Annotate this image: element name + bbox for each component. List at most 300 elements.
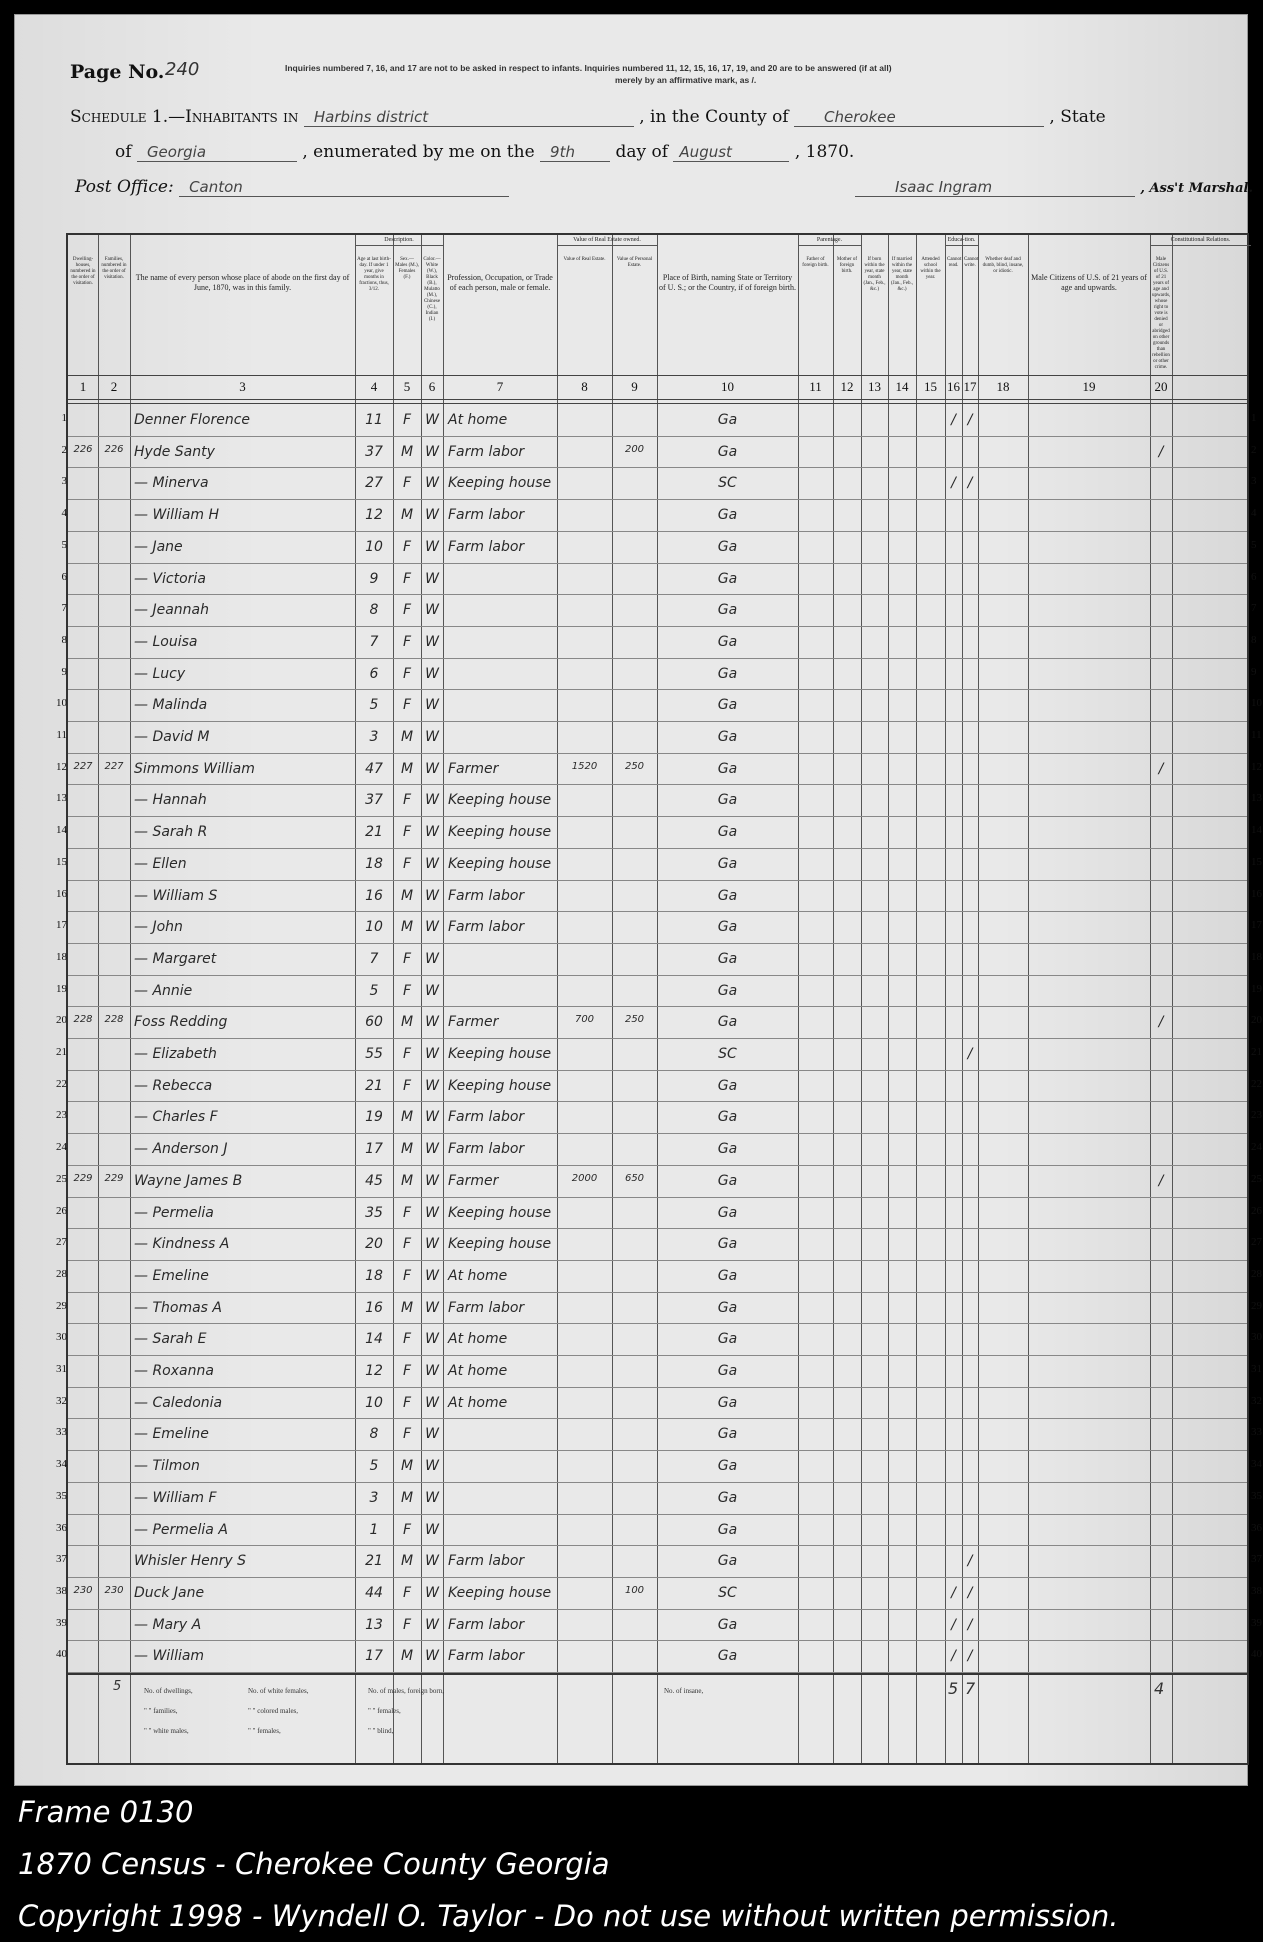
cell-name: Whisler Henry S xyxy=(134,1553,246,1570)
cell-color: W xyxy=(425,1204,439,1221)
column-number-19: 19 xyxy=(1082,379,1096,394)
females-foreign-label: " " females, xyxy=(368,1707,401,1715)
cell-birth: Ga xyxy=(717,1363,738,1379)
table-row xyxy=(68,976,1247,1008)
row-number-left: 11 xyxy=(56,729,67,741)
colored-males-label: " " colored males, xyxy=(248,1707,299,1715)
cell-color: W xyxy=(425,982,439,999)
row-number-left: 40 xyxy=(56,1648,67,1661)
table-row xyxy=(68,1071,1247,1103)
row-number-right: 1 xyxy=(1251,412,1257,424)
cell-name: — Margaret xyxy=(134,950,217,967)
row-number-right: 35 xyxy=(1251,1489,1262,1502)
cell-pers: 200 xyxy=(624,443,645,455)
cell-color: W xyxy=(425,1363,439,1379)
cell-color: W xyxy=(425,1267,439,1284)
table-row xyxy=(68,881,1247,913)
cell-color: W xyxy=(425,855,439,872)
table-row xyxy=(68,1388,1247,1420)
row-number-left: 29 xyxy=(56,1299,67,1312)
cannot-read-total: 5 xyxy=(948,1679,959,1698)
cell-age: 10 xyxy=(365,919,383,936)
cell-color: W xyxy=(425,1077,439,1094)
row-number-right: 36 xyxy=(1251,1521,1262,1534)
cell-color: W xyxy=(425,602,439,619)
county-label: , in the County of xyxy=(639,107,789,127)
cell-birth: Ga xyxy=(717,1331,738,1348)
cell-age: 17 xyxy=(365,1141,383,1158)
cell-color: W xyxy=(425,1141,439,1158)
cell-occ: Keeping house xyxy=(448,475,552,492)
row-number-left: 37 xyxy=(56,1553,67,1566)
cell-occ: Keeping house xyxy=(448,1077,552,1094)
row-number-left: 33 xyxy=(56,1426,67,1439)
table-row xyxy=(68,532,1247,564)
row-number-right: 40 xyxy=(1251,1648,1262,1661)
marshal-signature: Isaac Ingram xyxy=(855,178,1135,197)
cell-age: 10 xyxy=(365,1394,383,1411)
image-caption xyxy=(18,1786,1119,1942)
cell-sex: F xyxy=(402,602,412,619)
cell-color: W xyxy=(425,443,439,460)
column-header-9: Value of Personal Estate. xyxy=(616,257,653,268)
cell-sex: F xyxy=(402,1204,412,1221)
row-number-left: 23 xyxy=(56,1109,67,1122)
constitutional-group: Constitutional Relations. xyxy=(1150,235,1251,246)
row-number-left: 35 xyxy=(56,1489,67,1502)
cell-color: W xyxy=(425,1553,439,1570)
table-row xyxy=(68,1198,1247,1230)
cell-birth: Ga xyxy=(717,824,738,841)
cell-color: W xyxy=(425,1616,439,1633)
cell-color: W xyxy=(425,1331,439,1348)
cell-age: 37 xyxy=(365,792,383,809)
column-number-14: 14 xyxy=(895,379,909,394)
cell-name: — Minerva xyxy=(134,475,209,492)
cell-dwell: 230 xyxy=(73,1584,93,1596)
cell-occ: At home xyxy=(448,1363,508,1379)
row-number-right: 30 xyxy=(1251,1331,1262,1344)
row-number-left: 7 xyxy=(61,602,67,615)
column-number-10: 10 xyxy=(721,379,734,394)
row-number-right: 26 xyxy=(1251,1204,1262,1217)
cell-name: — Tilmon xyxy=(134,1458,200,1475)
table-row xyxy=(68,1293,1247,1325)
row-number-left: 19 xyxy=(56,982,67,995)
cell-color: W xyxy=(425,1426,439,1443)
cell-age: 13 xyxy=(365,1616,383,1633)
table-row xyxy=(68,1166,1247,1198)
cell-name: — Malinda xyxy=(134,697,208,714)
cell-name: — Jane xyxy=(134,538,183,555)
header-rule xyxy=(68,399,1247,400)
cell-birth: Ga xyxy=(717,1458,738,1475)
cell-color: W xyxy=(425,475,439,492)
cell-pers: 250 xyxy=(624,760,645,772)
cell-fam: 227 xyxy=(104,760,124,772)
cell-occ: Farm labor xyxy=(448,507,525,524)
table-row xyxy=(68,1007,1247,1039)
cell-occ: Keeping house xyxy=(448,824,552,841)
cell-name: — Charles F xyxy=(134,1109,218,1126)
cell-write: / xyxy=(967,1584,973,1601)
census-table xyxy=(66,233,1249,1765)
row-number-right: 38 xyxy=(1251,1584,1262,1597)
column-number-8: 8 xyxy=(581,379,588,394)
cell-name: — Emeline xyxy=(134,1426,209,1443)
females-label: " " females, xyxy=(248,1727,281,1735)
column-header-14: If married within the year, state month (Jan., Feb., &c.) xyxy=(890,257,914,292)
table-row xyxy=(68,722,1247,754)
cell-age: 55 xyxy=(365,1046,383,1062)
row-number-left: 25 xyxy=(56,1172,67,1185)
cell-birth: SC xyxy=(718,1584,737,1601)
schedule-line xyxy=(70,107,1106,127)
column-number-13: 13 xyxy=(868,379,881,394)
row-number-left: 6 xyxy=(61,570,67,583)
cell-color: W xyxy=(425,1648,439,1665)
cell-real: 1520 xyxy=(571,760,598,772)
cell-birth: Ga xyxy=(717,570,738,587)
cell-color: W xyxy=(425,538,439,555)
row-number-left: 28 xyxy=(56,1267,67,1280)
cell-age: 17 xyxy=(365,1648,383,1665)
cell-color: W xyxy=(425,1046,439,1062)
cell-color: W xyxy=(425,633,439,650)
cell-write: / xyxy=(967,1648,973,1665)
cell-name: — David M xyxy=(134,729,210,745)
dwellings-total: 5 xyxy=(113,1679,122,1694)
cell-name: — Ellen xyxy=(134,855,187,872)
cell-age: 9 xyxy=(369,570,379,587)
cell-occ: Farm labor xyxy=(448,1553,525,1570)
row-number-right: 10 xyxy=(1251,697,1262,710)
cell-sex: F xyxy=(402,982,412,999)
cell-color: W xyxy=(425,1299,439,1316)
row-number-left: 39 xyxy=(56,1616,67,1629)
column-header-18: Whether deaf and dumb, blind, insane, or idiotic. xyxy=(982,257,1024,274)
table-row xyxy=(68,595,1247,627)
cell-fam: 229 xyxy=(104,1172,124,1184)
state-label: , State xyxy=(1049,107,1106,127)
row-number-left: 24 xyxy=(56,1141,67,1154)
row-number-left: 3 xyxy=(61,475,67,488)
cell-age: 6 xyxy=(369,665,379,682)
cell-birth: Ga xyxy=(717,1267,738,1284)
males-foreign-label: No. of males, foreign born, xyxy=(368,1687,445,1695)
column-number-12: 12 xyxy=(840,379,854,394)
cell-birth: Ga xyxy=(717,855,738,872)
cell-sex: M xyxy=(400,1109,414,1126)
cell-name: — Sarah R xyxy=(134,824,208,841)
table-row xyxy=(68,1134,1247,1166)
description-group: Description. xyxy=(355,235,443,246)
white-males-label: " " white males, xyxy=(144,1727,189,1735)
table-row xyxy=(68,849,1247,881)
cell-sex: M xyxy=(400,443,414,460)
blind-label: " " blind, xyxy=(368,1727,394,1735)
cell-birth: Ga xyxy=(717,507,738,524)
column-number-3: 3 xyxy=(239,379,246,394)
row-number-right: 11 xyxy=(1251,729,1262,741)
cell-sex: F xyxy=(402,1616,412,1633)
cell-sex: F xyxy=(402,792,412,809)
cell-dwell: 228 xyxy=(73,1014,93,1026)
row-number-left: 9 xyxy=(61,665,67,678)
cell-sex: M xyxy=(400,1172,414,1189)
table-row xyxy=(68,1451,1247,1483)
cell-name: — Permelia A xyxy=(134,1521,228,1538)
table-row xyxy=(68,500,1247,532)
cell-real: 700 xyxy=(574,1014,595,1026)
cell-name: — William H xyxy=(134,507,220,524)
cell-age: 8 xyxy=(369,1426,379,1443)
column-number-6: 6 xyxy=(428,379,436,394)
row-number-left: 22 xyxy=(56,1077,67,1090)
column-header-17: Cannot write. xyxy=(964,257,979,268)
cell-real: 2000 xyxy=(571,1172,598,1184)
column-number-9: 9 xyxy=(631,379,638,394)
cell-birth: Ga xyxy=(717,760,738,777)
table-row xyxy=(68,1419,1247,1451)
column-header-11: Father of foreign birth. xyxy=(802,257,829,268)
cell-sex: F xyxy=(402,475,412,492)
cell-sex: F xyxy=(402,1394,412,1411)
cell-occ: Keeping house xyxy=(448,1204,552,1221)
cell-age: 16 xyxy=(365,1299,383,1316)
cell-age: 44 xyxy=(365,1584,383,1601)
row-number-right: 14 xyxy=(1251,824,1262,837)
row-number-right: 21 xyxy=(1251,1046,1262,1058)
cell-birth: Ga xyxy=(717,919,738,936)
cell-sex: F xyxy=(402,1363,412,1379)
column-header-16: Cannot read. xyxy=(947,257,962,268)
cell-sex: F xyxy=(402,1331,412,1348)
cell-birth: Ga xyxy=(717,602,738,619)
cell-name: — Roxanna xyxy=(134,1363,214,1379)
cell-color: W xyxy=(425,412,439,428)
row-number-right: 15 xyxy=(1251,855,1262,868)
table-row xyxy=(68,1515,1247,1547)
cell-age: 1 xyxy=(369,1521,379,1538)
cell-birth: Ga xyxy=(717,792,738,809)
cell-sex: F xyxy=(402,697,412,714)
table-row xyxy=(68,1324,1247,1356)
cell-birth: Ga xyxy=(717,1299,738,1316)
cell-sex: M xyxy=(400,1489,414,1506)
footer-rule xyxy=(68,1673,1247,1675)
cell-pers: 650 xyxy=(624,1172,645,1184)
cell-occ: Farmer xyxy=(448,1172,499,1189)
cell-color: W xyxy=(425,1489,439,1506)
cell-pers: 250 xyxy=(624,1014,645,1026)
cell-sex: M xyxy=(400,1458,414,1475)
cell-occ: Farm labor xyxy=(448,538,525,555)
table-row xyxy=(68,690,1247,722)
enumerated-label: , enumerated by me on the xyxy=(302,142,535,162)
table-row xyxy=(68,1546,1247,1578)
cell-sex: M xyxy=(400,729,414,745)
cell-occ: Farm labor xyxy=(448,1616,525,1633)
cell-citizen: / xyxy=(1158,1014,1164,1031)
row-number-right: 17 xyxy=(1251,919,1262,932)
cell-sex: F xyxy=(402,1584,412,1601)
cell-citizen: / xyxy=(1158,1172,1164,1189)
cell-occ: Farm labor xyxy=(448,1648,525,1665)
cell-sex: F xyxy=(402,538,412,555)
month-value: August xyxy=(673,143,789,162)
cell-occ: Farm labor xyxy=(448,919,525,936)
cell-birth: Ga xyxy=(717,1172,738,1189)
cell-birth: Ga xyxy=(717,1521,738,1538)
cell-occ: At home xyxy=(448,1394,508,1411)
row-number-right: 33 xyxy=(1251,1426,1262,1439)
inquiries-note-2: merely by an affirmative mark, as /. xyxy=(615,75,757,85)
education-group: Educa-tion. xyxy=(945,235,978,246)
column-number-7: 7 xyxy=(496,379,504,394)
row-number-left: 18 xyxy=(56,950,67,963)
column-number-18: 18 xyxy=(996,379,1010,394)
cell-read: / xyxy=(951,412,956,428)
cell-sex: F xyxy=(402,1046,412,1062)
column-header-5: Sex.—Males (M.), Females (F.) xyxy=(395,257,419,280)
column-header-2: Families, numbered in the order of visitation. xyxy=(101,257,127,280)
cell-sex: F xyxy=(402,855,412,872)
caption-frame: Frame 0130 xyxy=(18,1795,194,1829)
row-number-right: 22 xyxy=(1251,1077,1262,1090)
row-number-right: 8 xyxy=(1251,633,1257,646)
row-number-left: 16 xyxy=(56,887,67,900)
row-number-left: 13 xyxy=(56,792,67,805)
cell-sex: M xyxy=(400,760,414,777)
page-no-label: Page No. xyxy=(70,61,165,83)
cell-sex: F xyxy=(402,633,412,650)
cell-name: — Louisa xyxy=(134,633,198,650)
row-number-right: 6 xyxy=(1251,570,1257,583)
cell-write: / xyxy=(967,412,973,428)
row-number-left: 12 xyxy=(56,760,67,773)
column-number-4: 4 xyxy=(370,379,378,394)
cell-birth: Ga xyxy=(717,982,738,999)
row-number-left: 2 xyxy=(61,443,67,456)
table-row xyxy=(68,1039,1247,1071)
cell-sex: F xyxy=(402,1236,412,1253)
column-number-20: 20 xyxy=(1154,379,1168,394)
row-number-right: 29 xyxy=(1251,1299,1262,1312)
cell-birth: Ga xyxy=(717,1236,738,1253)
cell-name: — Victoria xyxy=(134,570,206,587)
cell-occ: Keeping house xyxy=(448,792,552,809)
day-of-label: day of xyxy=(615,142,669,162)
cell-birth: Ga xyxy=(717,697,738,714)
cell-name: — John xyxy=(134,919,183,936)
cell-birth: Ga xyxy=(717,1489,738,1506)
cell-age: 11 xyxy=(365,412,383,428)
cell-sex: F xyxy=(402,824,412,841)
marshal-line xyxy=(855,177,1253,197)
row-number-left: 14 xyxy=(56,824,67,837)
cell-age: 12 xyxy=(365,507,383,524)
insane-label: No. of insane, xyxy=(664,1687,704,1695)
cell-color: W xyxy=(425,1394,439,1411)
cell-age: 7 xyxy=(369,950,379,967)
cell-name: — Sarah E xyxy=(134,1331,207,1348)
cell-name: — William S xyxy=(134,887,218,904)
cell-name: — Elizabeth xyxy=(134,1046,217,1062)
table-row xyxy=(68,1483,1247,1515)
cell-occ: Farm labor xyxy=(448,443,525,460)
cell-dwell: 227 xyxy=(73,760,93,772)
cell-name: Hyde Santy xyxy=(134,443,215,460)
column-number-1: 1 xyxy=(79,379,87,394)
cell-birth: Ga xyxy=(717,1616,738,1633)
cell-sex: M xyxy=(400,887,414,904)
cell-age: 5 xyxy=(369,697,379,714)
row-number-right: 23 xyxy=(1251,1109,1262,1122)
cell-sex: F xyxy=(402,950,412,967)
row-number-right: 31 xyxy=(1251,1363,1262,1375)
cell-age: 27 xyxy=(365,475,383,492)
cell-sex: M xyxy=(400,1141,414,1158)
cell-name: Denner Florence xyxy=(134,412,251,428)
post-office-value: Canton xyxy=(179,178,509,197)
cell-occ: Farmer xyxy=(448,1014,499,1031)
cell-age: 12 xyxy=(365,1363,383,1379)
cell-color: W xyxy=(425,760,439,777)
cell-birth: Ga xyxy=(717,729,738,745)
column-number-15: 15 xyxy=(924,379,937,394)
row-number-left: 31 xyxy=(56,1363,67,1375)
year-label: , 1870. xyxy=(794,142,855,162)
table-row xyxy=(68,659,1247,691)
cell-age: 37 xyxy=(365,443,383,460)
cell-sex: F xyxy=(402,1267,412,1284)
cell-age: 18 xyxy=(365,1267,383,1284)
families-label: " " families, xyxy=(144,1707,178,1715)
cell-occ: Keeping house xyxy=(448,1046,552,1062)
of-label: of xyxy=(115,142,132,162)
row-number-left: 1 xyxy=(61,412,67,424)
cell-name: — Rebecca xyxy=(134,1077,213,1094)
column-number-16: 16 xyxy=(947,379,960,394)
table-row xyxy=(68,405,1247,437)
row-number-right: 5 xyxy=(1251,538,1257,551)
column-header-3: The name of every person whose place of abode on the first day of June, 1870, was in this family. xyxy=(135,273,350,292)
row-number-left: 30 xyxy=(56,1331,67,1344)
header-rule xyxy=(68,375,1247,376)
table-row xyxy=(68,754,1247,786)
citizens-total: 4 xyxy=(1154,1679,1165,1698)
cell-sex: F xyxy=(402,1521,412,1538)
cell-write: / xyxy=(967,1553,973,1570)
page-no-value: 240 xyxy=(165,59,200,80)
column-header-10: Place of Birth, naming State or Territory of U. S.; or the Country, if of foreign birth. xyxy=(659,273,797,292)
table-row xyxy=(68,1356,1247,1388)
schedule-label: Schedule 1.—Inhabitants in xyxy=(70,107,299,127)
cell-occ: Farm labor xyxy=(448,1141,525,1158)
cell-age: 5 xyxy=(369,982,379,999)
white-females-label: No. of white females, xyxy=(248,1687,309,1695)
cell-sex: F xyxy=(402,665,412,682)
cell-age: 60 xyxy=(365,1014,383,1031)
column-header-6: Color.—White (W.), Black (B.), Mulatto (M.), Chinese (C.), Indian (I.) xyxy=(423,257,441,322)
cell-birth: SC xyxy=(718,475,737,492)
cell-citizen: / xyxy=(1158,443,1164,460)
cell-name: — Anderson J xyxy=(134,1141,228,1158)
cell-name: — Mary A xyxy=(134,1616,202,1633)
inquiries-note: Inquiries numbered 7, 16, and 17 are not to be asked in respect to infants. Inquiries numbered 11, 12, 15, 16, 17, 19, and 20 are to be answered (if at all) xyxy=(285,63,892,73)
cell-birth: SC xyxy=(718,1046,737,1062)
